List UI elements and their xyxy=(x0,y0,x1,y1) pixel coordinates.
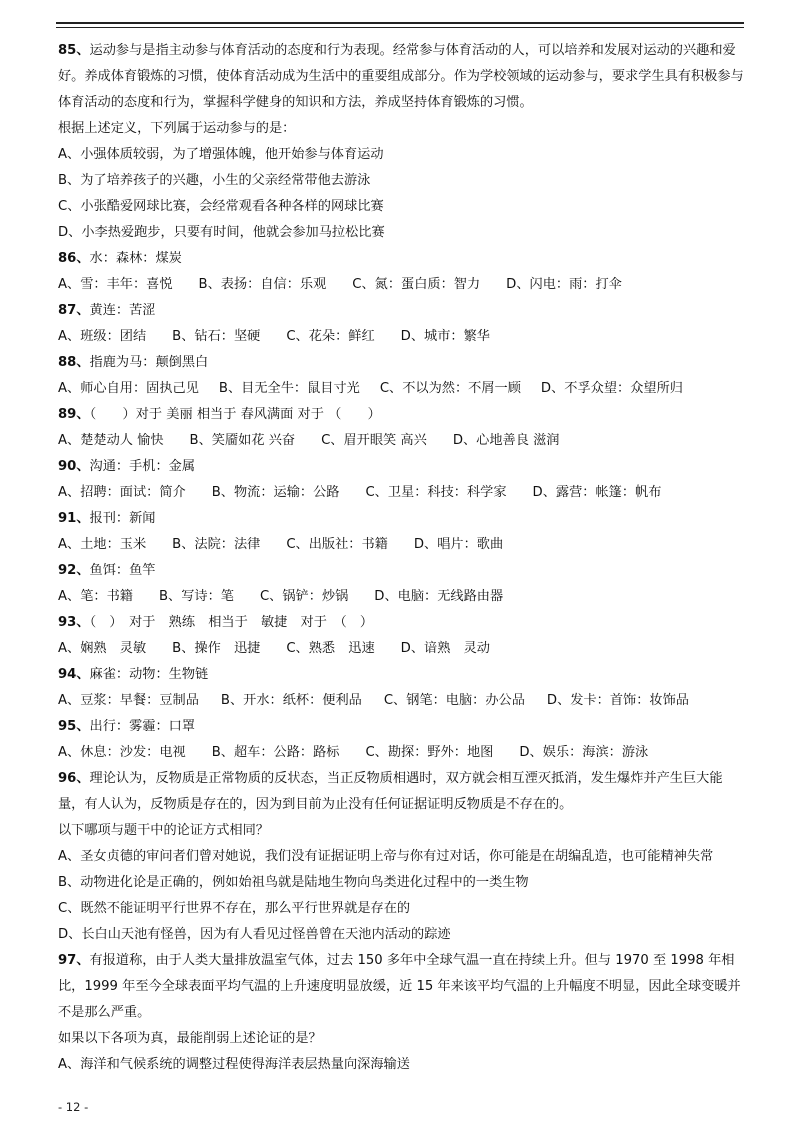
question-number: 87、 xyxy=(58,303,90,318)
option-b: B、钻石：坚硬 xyxy=(172,329,261,344)
question-89-options xyxy=(58,428,744,454)
option-d: D、露营：帐篷：帆布 xyxy=(532,485,662,500)
option-a: A、笔：书籍 xyxy=(58,589,133,604)
question-text: 运动参与是指主动参与体育活动的态度和行为表现。经常参与体育活动的人，可以培养和发展对运动的兴趣和爱好。养成体育锻炼的习惯，使体育活动成为生活中的重要组成部分。作为学校领域的运动参与，要求学生具有积极参与体育活动的态度和行为，掌握科学健身的知识和方法，养成坚持体育锻炼的习惯。 xyxy=(58,43,744,110)
question-93-options xyxy=(58,636,744,662)
option-d: D、发卡：首饰：妆饰品 xyxy=(546,693,689,708)
question-text: 指鹿为马：颠倒黑白 xyxy=(89,355,209,370)
option-a: A、娴熟 灵敏 xyxy=(58,641,147,656)
question-95-stem xyxy=(58,714,744,740)
question-text: 理论认为，反物质是正常物质的反状态，当正反物质相遇时，双方就会相互湮灭抵消，发生爆炸并产生巨大能量，有人认为，反物质是存在的，因为到目前为止没有任何证据证明反物质是不存在的。 xyxy=(58,771,723,812)
question-text: 有报道称，由于人类大量排放温室气体，过去 150 多年中全球气温一直在持续上升。但与 1970 至 1998 年相比，1999 年至今全球表面平均气温的上升速度明显放缓，近 15 年来该平均气温的上升幅度不明显，因此全球变暖并不是那么严重。 xyxy=(58,953,741,1020)
question-94-options xyxy=(58,688,744,714)
question-85-option-c: C、小张酷爱网球比赛，会经常观看各种各样的网球比赛 xyxy=(58,199,384,214)
question-number: 97、 xyxy=(58,953,90,968)
option-c: C、花朵：鲜红 xyxy=(286,329,375,344)
option-a: A、土地：玉米 xyxy=(58,537,147,552)
question-97-stem xyxy=(58,948,744,1026)
question-96-prompt: 以下哪项与题干中的论证方式相同？ xyxy=(58,823,269,838)
question-87-options xyxy=(58,324,744,350)
option-a: A、豆浆：早餐：豆制品 xyxy=(58,693,199,708)
question-89-stem xyxy=(58,402,744,428)
option-c: C、眉开眼笑 高兴 xyxy=(321,433,427,448)
option-b: B、法院：法律 xyxy=(172,537,261,552)
question-95-options xyxy=(58,740,744,766)
question-90-stem xyxy=(58,454,744,480)
question-text: 麻雀：动物：生物链 xyxy=(89,667,209,682)
question-96-option-a: A、圣女贞德的审问者们曾对她说，我们没有证据证明上帝与你有过对话，你可能是在胡编乱造，也可能精神失常 xyxy=(58,849,714,864)
question-number: 91、 xyxy=(58,511,90,526)
question-number: 94、 xyxy=(58,667,90,682)
question-text: 水：森林：煤炭 xyxy=(89,251,182,266)
question-number: 88、 xyxy=(58,355,90,370)
option-c: C、钢笔：电脑：办公品 xyxy=(383,693,525,708)
question-96-option-d: D、长白山天池有怪兽，因为有人看见过怪兽曾在天池内活动的踪迹 xyxy=(58,927,451,942)
option-d: D、唱片：歌曲 xyxy=(413,537,504,552)
question-text: 出行：雾霾：口罩 xyxy=(89,719,196,734)
question-96-stem xyxy=(58,766,744,818)
option-d: D、不孚众望：众望所归 xyxy=(540,381,683,396)
question-87-stem xyxy=(58,298,744,324)
question-text: （ ）对于 美丽 相当于 春风满面 对于 （ ） xyxy=(89,407,381,422)
question-number: 85、 xyxy=(58,43,90,58)
question-86-options xyxy=(58,272,744,298)
question-85-prompt: 根据上述定义，下列属于运动参与的是： xyxy=(58,121,296,136)
question-93-stem xyxy=(58,610,744,636)
question-number: 93、 xyxy=(58,615,90,630)
option-b: B、写诗：笔 xyxy=(158,589,234,604)
question-92-stem xyxy=(58,558,744,584)
question-text: 沟通：手机：金属 xyxy=(89,459,196,474)
option-c: C、卫星：科技：科学家 xyxy=(365,485,507,500)
option-a: A、雪：丰年：喜悦 xyxy=(58,277,173,292)
option-c: C、熟悉 迅速 xyxy=(286,641,375,656)
question-number: 92、 xyxy=(58,563,90,578)
question-88-stem xyxy=(58,350,744,376)
question-text: 鱼饵：鱼竿 xyxy=(89,563,156,578)
option-c: C、勘探：野外：地图 xyxy=(365,745,494,760)
option-b: B、超车：公路：路标 xyxy=(211,745,340,760)
question-88-options xyxy=(58,376,744,402)
question-91-stem xyxy=(58,506,744,532)
option-b: B、表扬：自信：乐观 xyxy=(198,277,327,292)
question-85-option-d: D、小李热爱跑步，只要有时间，他就会参加马拉松比赛 xyxy=(58,225,385,240)
question-86-stem xyxy=(58,246,744,272)
option-b: B、目无全牛：鼠目寸光 xyxy=(218,381,360,396)
option-b: B、开水：纸杯：便利品 xyxy=(220,693,362,708)
option-a: A、楚楚动人 愉快 xyxy=(58,433,164,448)
option-b: B、物流：运输：公路 xyxy=(211,485,340,500)
question-97-prompt: 如果以下各项为真，最能削弱上述论证的是？ xyxy=(58,1031,322,1046)
question-number: 89、 xyxy=(58,407,90,422)
question-85-option-b: B、为了培养孩子的兴趣，小生的父亲经常带他去游泳 xyxy=(58,173,371,188)
question-96-option-c: C、既然不能证明平行世界不存在，那么平行世界就是存在的 xyxy=(58,901,411,916)
question-number: 86、 xyxy=(58,251,90,266)
question-text: 报刊：新闻 xyxy=(89,511,156,526)
option-c: C、氮：蛋白质：智力 xyxy=(352,277,481,292)
question-92-options xyxy=(58,584,744,610)
option-b: B、操作 迅捷 xyxy=(172,641,261,656)
question-90-options xyxy=(58,480,744,506)
header-rule-thin xyxy=(56,27,744,28)
question-number: 95、 xyxy=(58,719,90,734)
question-85-option-a: A、小强体质较弱，为了增强体魄，他开始参与体育运动 xyxy=(58,147,384,162)
option-c: C、锅铲：炒锅 xyxy=(259,589,349,604)
option-b: B、笑靥如花 兴奋 xyxy=(189,433,296,448)
question-text: （ ） 对于 熟练 相当于 敏捷 对于 （ ） xyxy=(89,615,374,630)
option-c: C、不以为然：不屑一顾 xyxy=(379,381,521,396)
question-94-stem xyxy=(58,662,744,688)
option-d: D、心地善良 滋润 xyxy=(452,433,560,448)
question-text: 黄连：苦涩 xyxy=(89,303,156,318)
option-d: D、城市：繁华 xyxy=(400,329,490,344)
option-d: D、闪电：雨：打伞 xyxy=(506,277,622,292)
question-85-stem xyxy=(58,38,744,116)
option-d: D、谙熟 灵动 xyxy=(400,641,490,656)
question-number: 96、 xyxy=(58,771,90,786)
option-a: A、招聘：面试：简介 xyxy=(58,485,186,500)
page-number: - 12 - xyxy=(58,1100,89,1114)
option-d: D、电脑：无线路由器 xyxy=(374,589,504,604)
option-a: A、休息：沙发：电视 xyxy=(58,745,186,760)
question-number: 90、 xyxy=(58,459,90,474)
option-a: A、班级：团结 xyxy=(58,329,147,344)
option-c: C、出版社：书籍 xyxy=(286,537,388,552)
header-rule-thick xyxy=(56,22,744,24)
option-d: D、娱乐：海滨：游泳 xyxy=(519,745,649,760)
option-a: A、师心自用：固执己见 xyxy=(58,381,199,396)
question-97-option-a: A、海洋和气候系统的调整过程使得海洋表层热量向深海输送 xyxy=(58,1057,410,1072)
question-96-option-b: B、动物进化论是正确的，例如始祖鸟就是陆地生物向鸟类进化过程中的一类生物 xyxy=(58,875,529,890)
page-content xyxy=(58,38,744,1078)
question-91-options xyxy=(58,532,744,558)
